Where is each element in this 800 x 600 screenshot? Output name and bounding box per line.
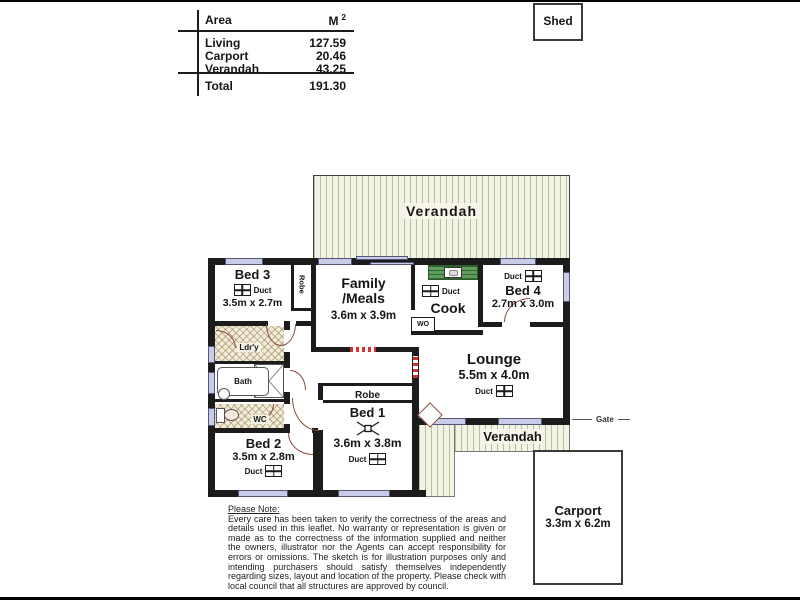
room-name: Bed 3 <box>234 267 271 282</box>
gate-line <box>572 419 592 420</box>
window <box>318 258 352 265</box>
room-name: Ldr'y <box>239 343 259 352</box>
wall-oven-box <box>411 317 435 332</box>
kitchen-bench <box>428 265 478 280</box>
duct-icon <box>369 453 386 465</box>
gate-line <box>618 419 630 420</box>
duct-icon <box>422 285 439 297</box>
shed-label: Shed <box>543 14 573 29</box>
wall <box>530 322 570 327</box>
room-laundry <box>214 337 284 355</box>
room-name: Lounge <box>466 351 522 368</box>
basin <box>218 388 230 400</box>
room-dims: 3.6m x 3.9m <box>330 309 397 322</box>
top-frame-line <box>0 0 800 2</box>
robe-bed3 <box>294 262 310 306</box>
duct-label: Duct <box>475 386 493 396</box>
room-name-line2: /Meals <box>342 290 385 307</box>
sliding-door <box>356 256 408 260</box>
verandah-right-label-wrap <box>455 428 570 446</box>
room-name: Cook <box>430 300 466 316</box>
verandah-right-return <box>419 425 455 497</box>
ceiling-fan-icon <box>356 421 380 436</box>
table-row-label: Living <box>205 36 241 50</box>
table-row-value: 43.25 <box>315 62 346 76</box>
table-row-value: 127.59 <box>309 36 346 50</box>
duct-icon <box>234 284 251 296</box>
room-bed3 <box>214 268 291 310</box>
robe-label: Robe <box>297 274 307 294</box>
room-family-meals <box>316 276 411 322</box>
verandah-right-label: Verandah <box>483 429 542 444</box>
table-total-value: 191.30 <box>309 79 346 93</box>
shed-box <box>533 3 583 41</box>
gate-label: Gate <box>596 415 614 424</box>
door-arc <box>290 370 306 390</box>
duct-row <box>349 453 387 465</box>
window <box>498 418 542 425</box>
table-header-unit: M $^2$ <box>328 13 346 28</box>
verandah-top-label-wrap <box>313 203 570 221</box>
opening-dashed <box>350 347 376 352</box>
wall <box>296 321 311 326</box>
table-row <box>205 36 346 50</box>
duct-row <box>504 270 542 282</box>
room-lounge <box>430 352 558 399</box>
window <box>238 490 288 497</box>
carport-name: Carport <box>554 503 602 519</box>
table-row-label: Carport <box>205 49 249 63</box>
room-name: Bed 2 <box>245 436 282 451</box>
table-row-value: 20.46 <box>315 49 346 63</box>
disclaimer-note <box>228 505 506 591</box>
room-bed1 <box>323 406 412 467</box>
sliding-door <box>370 262 414 265</box>
note-body: Every care has been taken to verify the correctness of the areas and details used in this leaflet. No warranty or representation is given or made as to the correctness of the information supplied and neither the owners, illustrator nor the Agents can accept responsibility for errors or omissions. The sketch is for illustration purposes only and intending purchasers should satisfy themselves independently regarding sizes, layout and location of the property. Please check with local council that all structures are approved by council. <box>228 513 506 591</box>
room-dims: 5.5m x 4.0m <box>458 367 530 382</box>
table-header-row <box>205 13 346 28</box>
window <box>563 272 570 302</box>
carport-dims: 3.3m x 6.2m <box>545 518 611 531</box>
duct-icon <box>525 270 542 282</box>
door-arc <box>292 398 319 431</box>
wall-oven-label: WO <box>416 321 430 328</box>
kitchen-sink <box>444 267 462 278</box>
verandah-top-label: Verandah <box>405 203 478 219</box>
room-dims: 3.6m x 3.8m <box>333 436 402 451</box>
table-total-label: Total <box>205 79 233 93</box>
table-header-area: Area <box>205 13 232 27</box>
note-title: Please Note: <box>228 504 280 514</box>
duct-icon <box>265 465 282 477</box>
sink-basin <box>449 270 458 276</box>
table-row-label: Verandah <box>205 62 260 76</box>
table-row <box>205 62 346 76</box>
wall <box>284 352 290 368</box>
duct-label: Duct <box>504 271 522 281</box>
window <box>338 490 390 497</box>
cook-duct-row <box>422 285 460 297</box>
window <box>225 258 263 265</box>
duct-label: Duct <box>253 285 272 295</box>
robe-bed1 <box>323 385 412 403</box>
wall <box>478 322 502 327</box>
room-name: WC <box>253 415 267 424</box>
table-total-row <box>205 79 346 93</box>
wall <box>411 264 415 310</box>
area-table <box>178 6 354 98</box>
wall <box>376 347 419 352</box>
duct-row <box>234 284 272 296</box>
window <box>500 258 536 265</box>
room-dims: 3.5m x 2.7m <box>222 297 283 310</box>
wall <box>284 392 290 404</box>
window <box>208 408 215 426</box>
duct-label: Duct <box>442 286 460 296</box>
room-bed4 <box>483 268 563 310</box>
gate <box>572 415 640 424</box>
wall <box>208 321 268 326</box>
room-name: Bed 4 <box>505 283 541 298</box>
room-name: Family <box>341 275 386 291</box>
bath-label: Bath <box>234 377 252 386</box>
duct-icon <box>496 385 513 397</box>
window <box>208 372 215 394</box>
robe-label: Robe <box>355 390 380 401</box>
duct-label: Duct <box>244 466 263 476</box>
table-vertical-rule <box>197 10 199 96</box>
duct-row <box>475 385 513 397</box>
room-bed2 <box>214 437 313 479</box>
room-dims: 2.7m x 3.0m <box>491 298 555 311</box>
carport-box <box>533 450 623 585</box>
wall <box>208 428 287 433</box>
room-wc <box>240 409 280 427</box>
toilet-bowl <box>224 409 239 421</box>
table-header-rule <box>178 30 354 32</box>
table-header-unit-sup: 2 <box>341 13 346 22</box>
table-row <box>205 49 346 63</box>
duct-row <box>245 465 283 477</box>
room-dims: 3.5m x 2.8m <box>232 451 295 464</box>
room-name: Bed 1 <box>349 405 386 420</box>
wall <box>291 308 313 311</box>
duct-label: Duct <box>348 454 367 464</box>
room-cook <box>418 300 478 318</box>
opening-dashed <box>413 356 418 378</box>
wall <box>311 347 350 352</box>
